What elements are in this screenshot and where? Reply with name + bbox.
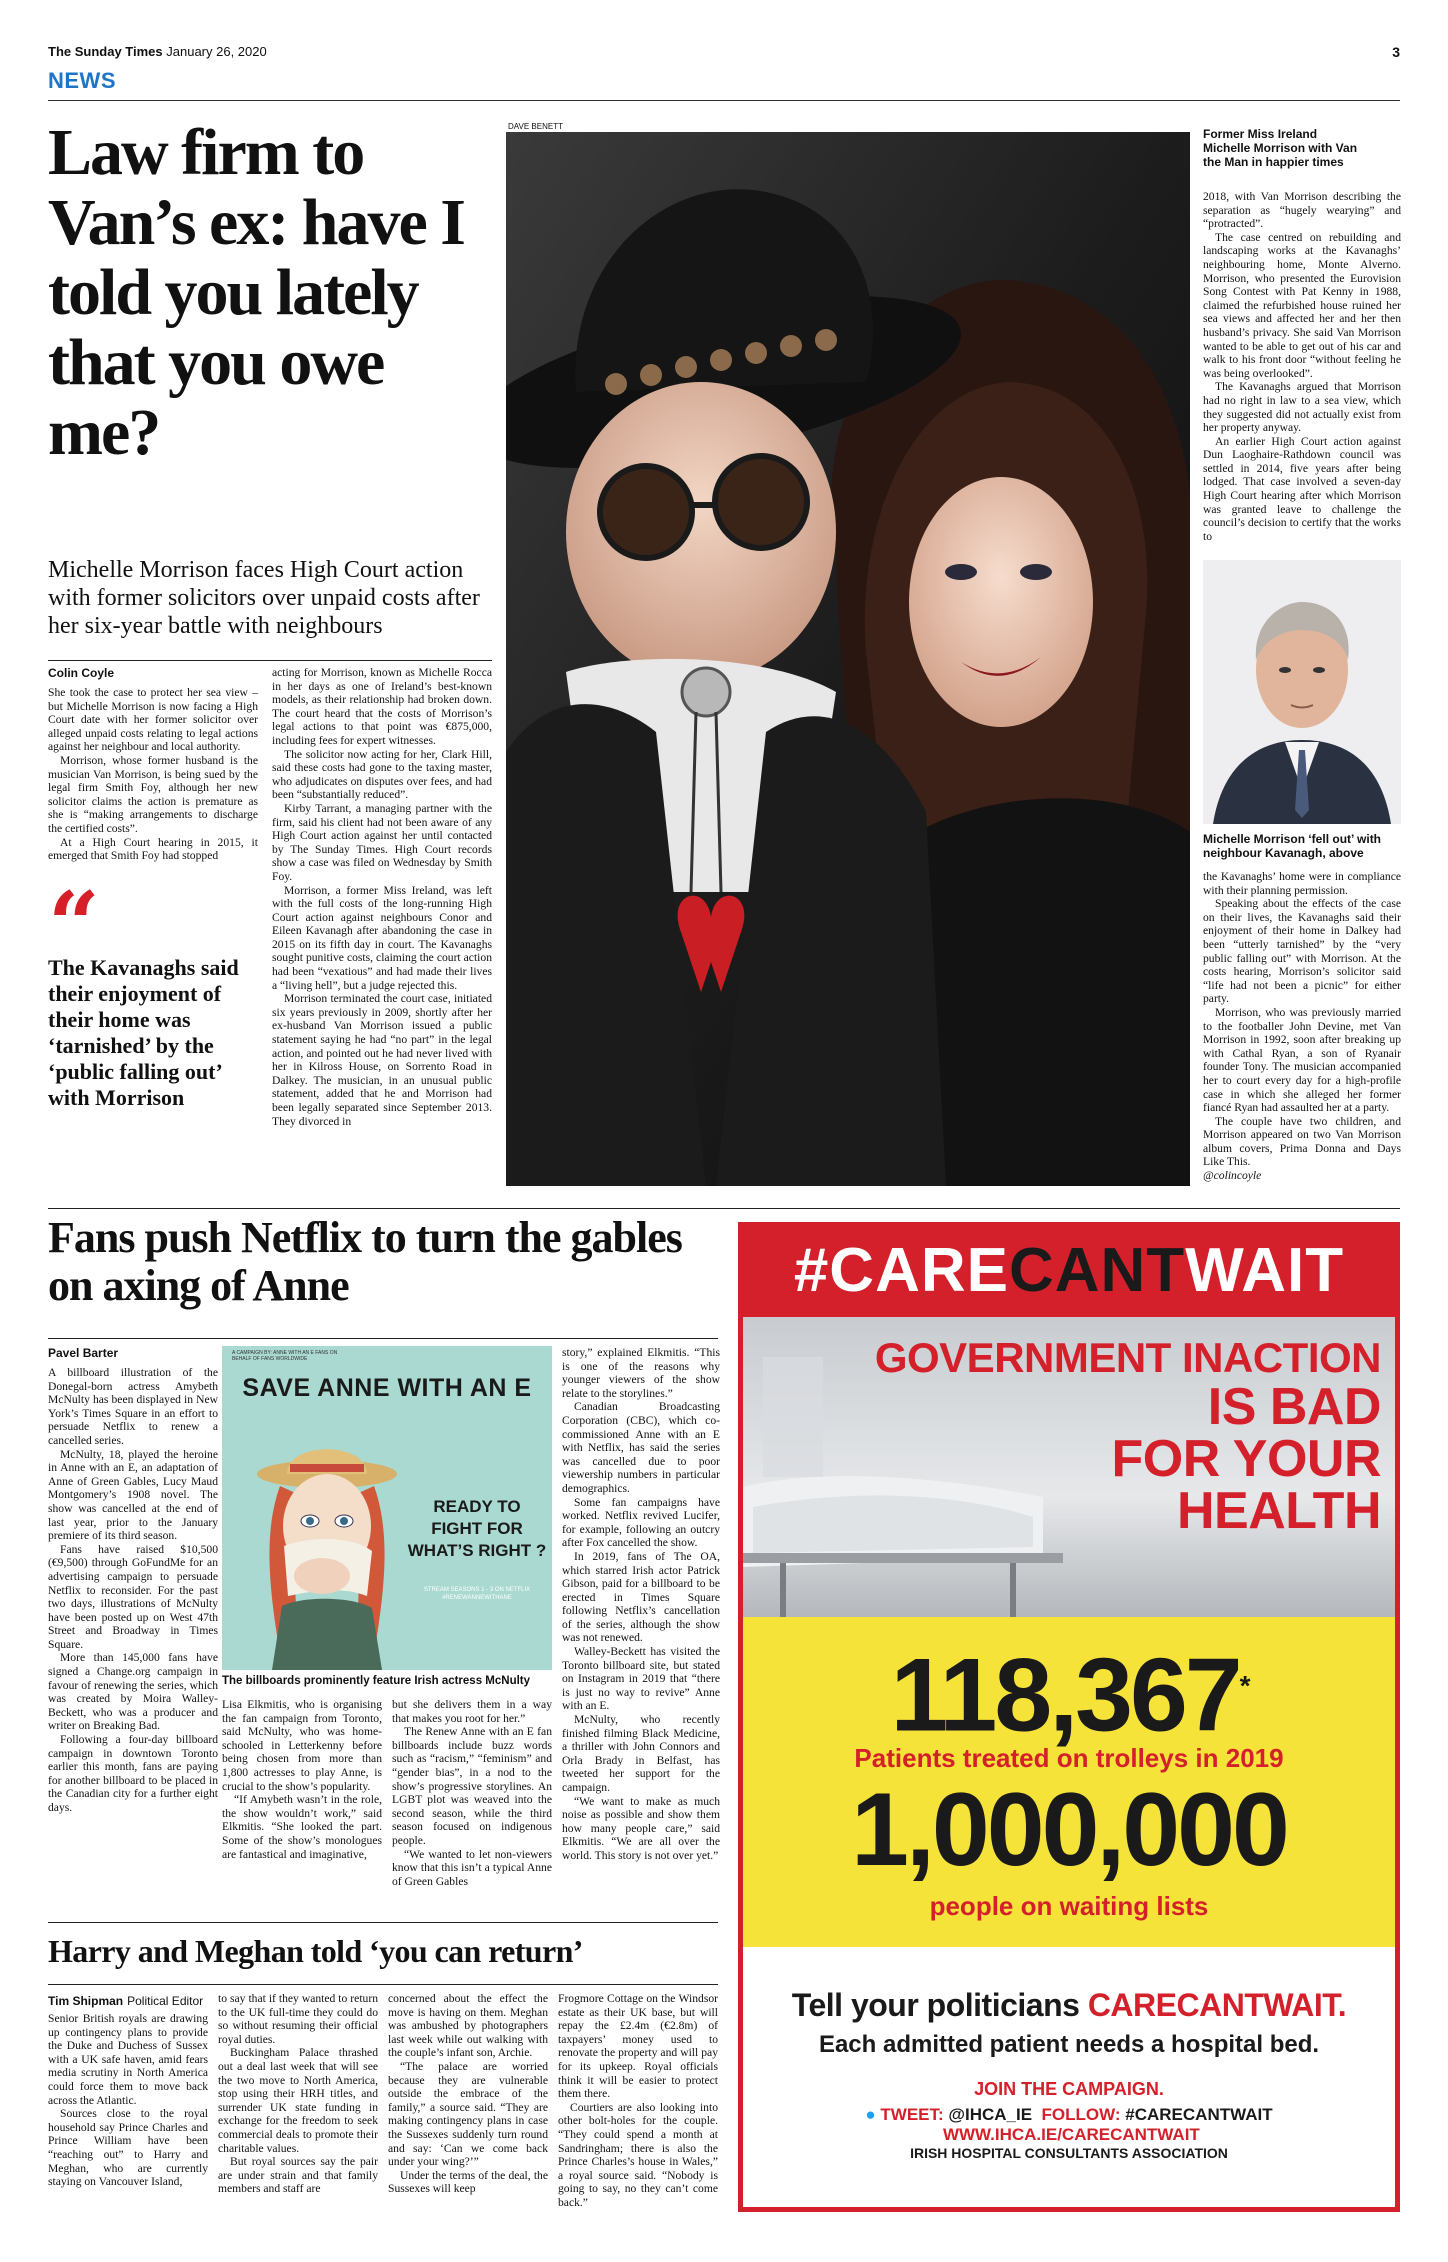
- lead-standfirst: Michelle Morrison faces High Court action with former solicitors over unpaid costs after her six-year battle with neighbours: [48, 557, 480, 639]
- netflix-byline: Pavel Barter: [48, 1346, 119, 1360]
- paragraph: “We want to make as much noise as possible and show them how many people care,” said Elkmitis. “We are all over the world. This story is not over yet.”: [562, 1794, 720, 1862]
- join-campaign[interactable]: JOIN THE CAMPAIGN.: [974, 2079, 1164, 2099]
- paragraph: Speaking about the effects of the case on their lives, the Kavanaghs said their enjoyment of their home in Dalkey had been “utterly tarnished” by the “very public falling out” with Morrison. At the costs hearing, Morrison’s solicitor said “life had not been a picnic” for either party.: [1203, 897, 1401, 1006]
- page-number: 3: [1392, 44, 1400, 60]
- lead-col3: [1203, 190, 1401, 543]
- photo-caption: Former Miss Ireland Michelle Morrison with Van the Man in happier times: [1203, 127, 1358, 169]
- ad-headline: [874, 1334, 1381, 1540]
- ad-headline-line2: IS BAD: [1207, 1378, 1381, 1436]
- ad-contacts: [743, 2105, 1395, 2145]
- inset-caption: Michelle Morrison ‘fell out’ with neighbour Kavanagh, above: [1203, 832, 1382, 860]
- netflix-rule: [48, 1338, 718, 1339]
- billboard-title: SAVE ANNE WITH AN E: [242, 1374, 532, 1402]
- paragraph: A billboard illustration of the Donegal-born actress Amybeth McNulty has been displayed in New York’s Times Square in an effort to persuade Netflix to renew a cancelled series.: [48, 1366, 218, 1447]
- tweet-label: TWEET:: [880, 2105, 944, 2124]
- ad-org: IRISH HOSPITAL CONSULTANTS ASSOCIATION: [910, 2145, 1228, 2161]
- netflix-col2: [222, 1698, 382, 1861]
- billboard-caption: The billboards prominently feature Irish actress McNulty: [222, 1675, 531, 1687]
- paragraph: In 2019, fans of The OA, which starred Irish actor Patrick Gibson, paid for a billboard to be erected in Times Square following Netflix’s cancellation of the series, although the show was not renewed.: [562, 1549, 720, 1645]
- paragraph: Fans have raised $10,500 (€9,500) through GoFundMe for an advertising campaign to persuade Netflix to reconsider. For the past two days, illustrations of McNulty have been posted up on West 47th Street and Broadway in Times Square.: [48, 1542, 218, 1651]
- paragraph: Senior British royals are drawing up contingency plans to provide the Duke and Duchess of Sussex with a UK safe haven, amid fears media scrutiny in North America could force them to move back across the Atlantic.: [48, 2012, 208, 2107]
- ad-headline-line4: HEALTH: [1176, 1482, 1381, 1540]
- cta-tag: CARECANTWAIT.: [1087, 1987, 1347, 2023]
- cta-line: [743, 1987, 1395, 2024]
- paragraph: Walley-Beckett has visited the Toronto billboard site, but stated on Instagram in 2019 that “there is just no way to revive” Anne with an E.: [562, 1645, 720, 1713]
- ad-hashtag: [743, 1235, 1395, 1307]
- paragraph: Courtiers are also looking into other bolt-holes for the couple. “They could spend a month at Sandringham; there is also the Prince Charles’s house in Wales,” a royal source said. “Nobody is going to say, no they can’t come back.”: [558, 2100, 718, 2209]
- paragraph: She took the case to protect her sea view – but Michelle Morrison is now facing a High Court date with her former solicitor over alleged unpaid costs relating to legal actions against her neighbour and local authority.: [48, 686, 258, 754]
- harry-col2: [218, 1992, 378, 2196]
- paragraph: But royal sources say the pair are under strain and that family members and staff are: [218, 2155, 378, 2196]
- tweet-handle[interactable]: @IHCA_IE: [948, 2105, 1033, 2124]
- hashtag-prefix: #CARE: [793, 1236, 1009, 1305]
- stat2-value: 1,000,000: [851, 1772, 1287, 1888]
- photo-credit: DAVE BENETT: [508, 122, 563, 131]
- lead-col3b: [1203, 870, 1401, 1183]
- paragraph: story,” explained Elkmitis. “This is one of the reasons why younger viewers of the show relate to the storylines.”: [562, 1346, 720, 1400]
- masthead: [48, 44, 1400, 64]
- paragraph: Buckingham Palace thrashed out a deal last week that will see the two move to North America, stop using their HRH titles, and surrender UK state funding in exchange for the freedom to seek commercial deals to promote their charitable values.: [218, 2046, 378, 2155]
- paragraph: “The palace are worried because they are vulnerable outside the embrace of the family,” a source said. “They are making contingency plans in case the Sussexes suddenly turn round and say: ‘Can we come back under your wing?’”: [388, 2059, 548, 2169]
- paragraph: The Kavanaghs argued that Morrison had no right in law to a sea view, which they suggested did not actually exist from her property anyway.: [1203, 380, 1401, 435]
- paragraph: Morrison, who was previously married to the footballer John Devine, met Van Morrison in 1992, soon after breaking up with Cathal Ryan, a son of Ryanair founder Tony. The musician accompanied her to court every day for a high-profile case in which she alleged her former fiancé Ryan had assaulted her at a party.: [1203, 1005, 1401, 1115]
- hashtag-suffix: WAIT: [1185, 1236, 1345, 1305]
- harry-rule: [48, 1984, 718, 1985]
- harry-byline: [48, 1992, 203, 2010]
- ad-cta: [743, 1947, 1395, 2207]
- paragraph: An earlier High Court action against Dun Laoghaire-Rathdown council was settled in 2014, five years after being lodged. That case involved a seven-day High Court hearing after which Morrison was granted leave to challenge the council’s decision to certify that the works to: [1203, 434, 1401, 543]
- paragraph: 2018, with Van Morrison describing the separation as “hugely wearying” and “protracted”.: [1203, 190, 1401, 231]
- netflix-bottom-rule: [48, 1922, 718, 1923]
- harry-col4: [558, 1992, 718, 2210]
- paragraph: Lisa Elkmitis, who is organising the fan campaign from Toronto, said McNulty, who was home-schooled in Letterkenny before being chosen from more than 1,800 actresses to play Anne, is crucial to the show’s popularity.: [222, 1698, 382, 1793]
- lead-bottom-rule: [48, 1208, 1400, 1209]
- cta-pre: Tell your politicians: [791, 1987, 1088, 2023]
- stat1-value: 118,367: [890, 1637, 1240, 1754]
- follow-tag[interactable]: #CARECANTWAIT: [1125, 2105, 1273, 2124]
- paragraph: The Renew Anne with an E fan billboards include buzz words such as “racism,” “feminism” and “gender bias”, in a nod to the show’s progressive storylines. An LGBT plot was weaved into the second season, while the third season focused on indigenous people.: [392, 1725, 552, 1847]
- paragraph: to say that if they wanted to return to the UK full-time they could do so without resuming their official royal duties.: [218, 1992, 378, 2046]
- paragraph: concerned about the effect the move is having on them. Meghan was ambushed by photographers last week while out walking with the couple’s infant son, Archie.: [388, 1992, 548, 2060]
- pullquote: The Kavanaghs said their enjoyment of their home was ‘tarnished’ by the ‘public falling out’ with Morrison: [48, 955, 239, 1110]
- paragraph: More than 145,000 fans have signed a Change.org campaign in favour of renewing the series, which was created by Moira Walley-Beckett, who was a producer and writer on Breaking Bad.: [48, 1651, 218, 1733]
- pullquote-mark-icon: “: [48, 872, 100, 978]
- ad-stats: [743, 1617, 1395, 1947]
- cta-sub: Each admitted patient needs a hospital bed.: [818, 2031, 1320, 2058]
- paragraph: Canadian Broadcasting Corporation (CBC), which co-commissioned Anne with an E with Netflix, has said the series was cancelled due to poor viewership numbers in particular demographics.: [562, 1400, 720, 1495]
- twitter-handle[interactable]: @colincoyle: [1203, 1169, 1262, 1183]
- issue-date: January 26, 2020: [166, 44, 267, 59]
- paragraph: Kirby Tarrant, a managing partner with the firm, said his client had not been aware of any High Court action against her until contacted by The Sunday Times. High Court records show a case was filed on Wednesday by Smith Foy.: [272, 801, 492, 883]
- website-link[interactable]: WWW.IHCA.IE/CARECANTWAIT: [942, 2125, 1200, 2144]
- lead-byline: Colin Coyle: [48, 666, 115, 680]
- ad-header: [743, 1227, 1395, 1317]
- paragraph: McNulty, who recently finished filming Black Medicine, a thriller with John Connors and Orla Brady in Belfast, has tweeted her support for the campaign.: [562, 1713, 720, 1794]
- stat2-label: people on waiting lists: [929, 1891, 1209, 1921]
- ad-headline-line1: GOVERNMENT INACTION: [874, 1334, 1381, 1381]
- paragraph: but she delivers them in a way that makes you root for her.”: [392, 1698, 552, 1725]
- lead-headline: Law firm to Van’s ex: have I told you lately that you owe me?: [48, 116, 464, 469]
- twitter-bird-icon: ●: [865, 2105, 876, 2124]
- portrait-illustration: [1203, 560, 1401, 824]
- billboard-top-note: A CAMPAIGN BY: ANNE WITH AN E FANS ON BEHALF OF FANS WORLDWIDE: [232, 1350, 338, 1362]
- paragraph: The case centred on rebuilding and landscaping works at the Kavanaghs’ neighbouring home, Monte Alverno. Morrison, who presented the Eurovision Song Contest with Pat Kenny in 1988, claimed the refurbished house ruined her sea views and affected her and her then husband’s privacy. She said Van Morrison wanted to be able to get out of his car and walk to his front door “without feeling he was being overlooked”.: [1203, 230, 1401, 380]
- main-photo: [506, 132, 1190, 1186]
- netflix-col1: [48, 1366, 218, 1815]
- paragraph: Frogmore Cottage on the Windsor estate as their UK base, but will repay the £2.4m (€2.8m) of taxpayers’ money used to renovate the property and will pay for its upkeep. Royal officials think it will be easier to protect them there.: [558, 1992, 718, 2101]
- paragraph: McNulty, 18, played the heroine in Anne with an E, an adaptation of Anne of Green Gables, Lucy Maud Montgomery’s 1908 novel. The show was cancelled at the end of last year, prior to the January premiere of its third season.: [48, 1447, 218, 1543]
- paragraph: Sources close to the royal household say Prince Charles and Prince William have been “reaching out” to Harry and Meghan, who are currently staying on Vancouver Island,: [48, 2107, 208, 2189]
- photo-illustration: [506, 132, 1190, 1186]
- harry-col1: [48, 2012, 208, 2189]
- harry-col3: [388, 1992, 548, 2196]
- paragraph: The couple have two children, and Morrison appeared on two Van Morrison album covers, Prima Donna and Days Like This.: [1203, 1114, 1401, 1169]
- paragraph: Morrison, a former Miss Ireland, was left with the full costs of the long-running High Court action against neighbours Conor and Eileen Kavanagh after abandoning the case in 2015 on its fifth day in court. The Kavanaghs sought punitive costs, claiming the court action had been “vexatious” and had made their lives a “living hell”, but a judge rejected this.: [272, 883, 492, 992]
- lead-col1: [48, 686, 258, 863]
- harry-headline: Harry and Meghan told ‘you can return’: [48, 1933, 583, 1969]
- ad-photo: [743, 1317, 1395, 1617]
- netflix-col4: [562, 1346, 720, 1863]
- billboard-image: [222, 1346, 552, 1670]
- paragraph: acting for Morrison, known as Michelle Rocca in her days as one of Ireland’s best-known models, as their relationship had broken down. The court heard that the costs of Morrison’s legal actions to that point was €875,000, including fees for expert witnesses.: [272, 666, 492, 747]
- paragraph: Some fan campaigns have worked. Netflix revived Lucifer, for example, following an outcry after Fox cancelled the show.: [562, 1495, 720, 1550]
- paragraph: Morrison, whose former husband is the musician Van Morrison, is being sued by the legal firm Smith Foy, although her new solicitor claims the action is premature as she is “making arrangements to discharge the certified costs”.: [48, 753, 258, 835]
- harry-byline-name: Tim Shipman: [48, 1994, 124, 2008]
- stat1-label: Patients treated on trolleys in 2019: [854, 1743, 1284, 1773]
- paragraph: Following a four-day billboard campaign in downtown Toronto earlier this month, fans are paying for another billboard to be placed in the Canadian city for a further eight days.: [48, 1733, 218, 1814]
- netflix-col3: [392, 1698, 552, 1888]
- paragraph: At a High Court hearing in 2015, it emerged that Smith Foy had stopped: [48, 835, 258, 863]
- masthead-rule: [48, 100, 1400, 101]
- inset-photo: [1203, 560, 1401, 824]
- stat1: [743, 1631, 1395, 1754]
- billboard-slogan: READY TO FIGHT FOR WHAT’S RIGHT ?: [407, 1497, 547, 1560]
- follow-label: FOLLOW:: [1041, 2105, 1121, 2124]
- stat1-mark: *: [1239, 1670, 1248, 1701]
- harry-byline-role: Political Editor: [127, 1994, 204, 2008]
- paragraph: Under the terms of the deal, the Sussexes will keep: [388, 2168, 548, 2196]
- standfirst-rule: [48, 660, 492, 661]
- netflix-headline: Fans push Netflix to turn the gables on axing of Anne: [48, 1213, 682, 1310]
- lead-col2: [272, 666, 492, 1128]
- paragraph: the Kavanaghs’ home were in compliance with their planning permission.: [1203, 870, 1401, 897]
- paragraph: Morrison terminated the court case, initiated six years previously in 2009, shortly after her ex-husband Van Morrison issued a public statement saying he had “no part” in the legal action, and pointed out he had never lived with her in Kilross House, on Sorrento Road in Dalkey. The musician, in an unusual public statement, added that he and Morrison had been legally separated since September 2013. They divorced in: [272, 992, 492, 1128]
- paper-name: The Sunday Times: [48, 44, 163, 59]
- paragraph: “If Amybeth wasn’t in the role, the show wouldn’t work,” said Elkmitis. “She looked the part. Some of the show’s monologues are fantastical and imaginative,: [222, 1793, 382, 1861]
- section-label: NEWS: [48, 68, 116, 93]
- ad-headline-line3: FOR YOUR: [1111, 1430, 1381, 1488]
- paragraph: The solicitor now acting for her, Clark Hill, said these costs had gone to the taxing master, who adjudicates on disputes over fees, and had been “substantially reduced”.: [272, 747, 492, 802]
- paragraph: “We wanted to let non-viewers know that this isn’t a typical Anne of Green Gables: [392, 1847, 552, 1888]
- ad-box: [738, 1222, 1400, 2212]
- hashtag-mid: CANT: [1008, 1236, 1186, 1305]
- billboard-small: STREAM SEASONS 1 - 3 ON NETFLIX #RENEWANNEWITHANE: [423, 1587, 531, 1601]
